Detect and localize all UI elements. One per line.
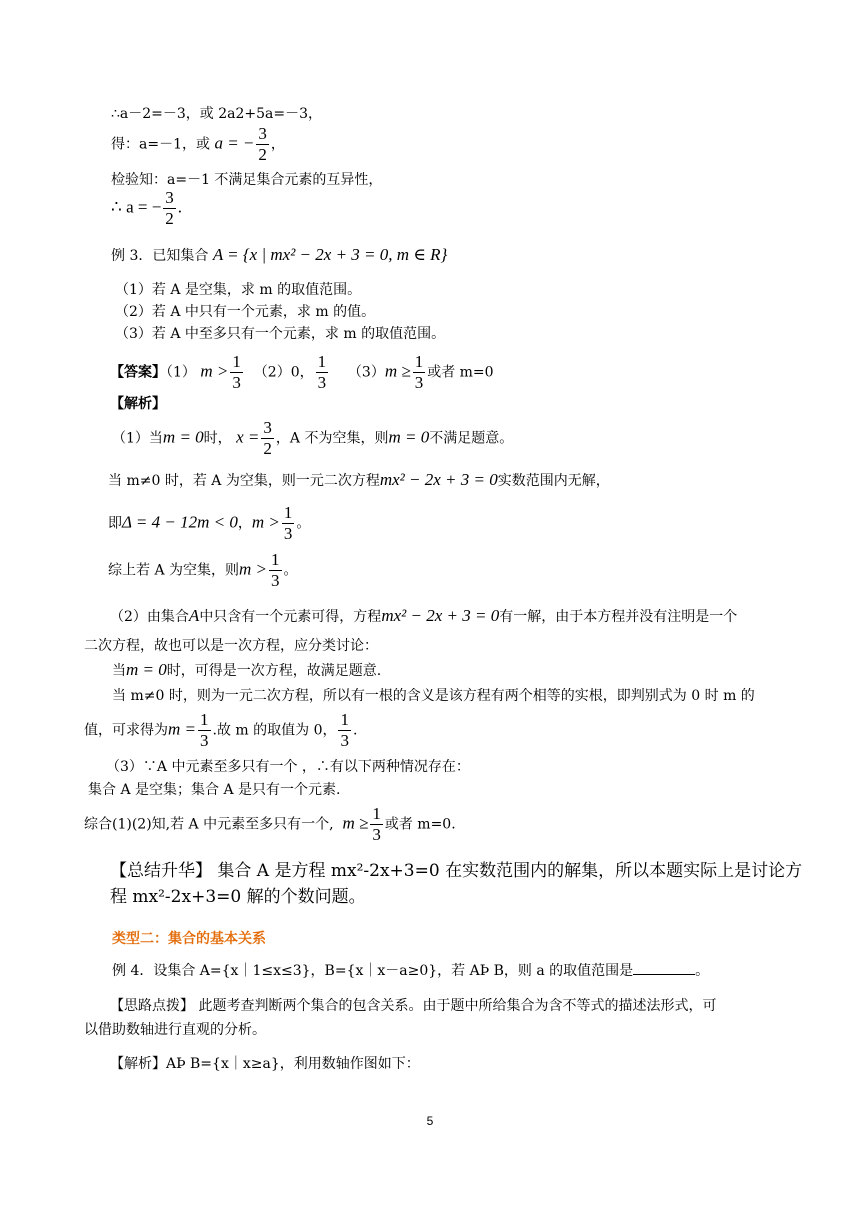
solution-1-delta: 即Δ = 4 − 12m < 0，m > $\frac{1}{3}$ 。	[108, 503, 311, 543]
solution-1-line: （1）当m = 0时， x = $\frac{3}{2}$ ，A 不为空集，则m = 0不满足题意。	[112, 418, 514, 458]
analysis-tag: 【解析】	[110, 396, 166, 412]
hint-line-1: 【思路点拨】 此题考查判断两个集合的包含关系。由于题中所给集合为含不等式的描述法形式，可	[110, 998, 717, 1014]
answer-line: 【答案】（1） m > $\frac{1}{3}$ （2）0， $\frac{1}{3}$ （3）m ≥ $\frac{1}{3}$ 或者 m=0	[110, 352, 494, 392]
solution-3-line-1: （3）∵A 中元素至多只有一个 ，∴有以下两种情况存在：	[106, 759, 470, 775]
solution-3-line-2: 集合 A 是空集；集合 A 是只有一个元素.	[88, 782, 341, 798]
solution-2-line-2: 二次方程，故也可以是一次方程，应分类讨论：	[84, 638, 378, 654]
summary-line-1: 【总结升华】 集合 A 是方程 mx²-2x+3=0 在实数范围内的解集，所以本题实际上是讨论方	[110, 861, 803, 881]
line-therefore-a: ∴ a = − $\frac{3}{2}$ .	[111, 188, 183, 228]
question-2: （2）若 A 中只有一个元素，求 m 的值。	[115, 304, 376, 320]
math-a-eq-neg: a = −	[214, 133, 255, 153]
set-expression: A = {x | mx² − 2x + 3 = 0, m ∈ R}	[212, 245, 448, 264]
fraction-3-2-b: $\frac{3}{2}$	[165, 188, 174, 228]
summary-line-2: 程 mx²-2x+3=0 解的个数问题。	[110, 887, 366, 907]
final-analysis: 【解析】AÞ B={x｜x≥a}，利用数轴作图如下：	[110, 1056, 420, 1072]
solution-2-line-5: 值，可求得为m = $\frac{1}{3}$ .故 m 的取值为 0， $\frac{1}{3}$ .	[84, 710, 358, 750]
fraction-1-3-g: $\frac{1}{3}$	[340, 710, 349, 750]
answer-tag: 【答案】	[110, 364, 166, 381]
page-number: 5	[426, 1114, 434, 1128]
fraction-1-3: $\frac{1}{3}$	[232, 352, 241, 392]
fraction-1-3-d: $\frac{1}{3}$	[283, 503, 293, 543]
fraction-3-2-c: $\frac{3}{2}$	[263, 418, 272, 458]
fraction-1-3-c: $\frac{1}{3}$	[414, 352, 424, 392]
solution-2-line-3: 当m = 0时，可得是一次方程，故满足题意.	[112, 660, 382, 679]
solution-1-summary: 综上若 A 为空集，则m > $\frac{1}{3}$ 。	[108, 550, 298, 590]
solution-1-nonzero: 当 m≠0 时，若 A 为空集，则一元二次方程mx² − 2x + 3 = 0实数范围内无解，	[108, 470, 610, 489]
solution-3-line-3: 综合(1)(2)知,若 A 中元素至多只有一个, m ≥ $\frac{1}{3}$ 或者 m=0.	[84, 804, 456, 844]
line-a-equation: ∴a－2=－3，或 2a2+5a=－3，	[111, 106, 323, 122]
fraction-1-3-b: $\frac{1}{3}$	[317, 352, 327, 392]
section-heading-type-2: 类型二：集合的基本关系	[112, 931, 266, 947]
line-a-result-text: 得：a=－1，或	[111, 136, 210, 153]
hint-line-2: 以借助数轴进行直观的分析。	[84, 1022, 266, 1038]
question-1: （1）若 A 是空集，求 m 的取值范围。	[115, 282, 362, 298]
fraction-1-3-f: $\frac{1}{3}$	[200, 710, 209, 750]
example-4: 例 4．设集合 A={x｜1≤x≤3}，B={x｜x－a≥0}，若 AÞ B，则 a 的取值范围是 。	[112, 960, 709, 981]
math-therefore-a: ∴ a = −	[111, 197, 162, 217]
fraction-3-2: $\frac{3}{2}$	[258, 124, 267, 164]
answer-blank	[633, 960, 695, 975]
line-a-result: 得：a=－1，或 a = − $\frac{3}{2}$ ，	[111, 124, 285, 164]
example-3-label: 例 3．已知集合	[111, 248, 209, 264]
example-3-title	[111, 245, 447, 266]
solution-2-line-1: （2）由集合A中只含有一个元素可得，方程mx² − 2x + 3 = 0有一解，由于本方程并没有注明是一个	[110, 606, 738, 625]
fraction-1-3-e: $\frac{1}{3}$	[271, 550, 280, 590]
solution-2-line-4: 当 m≠0 时，则为一元二次方程，所以有一根的含义是该方程有两个相等的实根，即判别式为 0 时 m 的	[112, 688, 755, 704]
question-3: （3）若 A 中至多只有一个元素，求 m 的取值范围。	[115, 326, 446, 342]
line-check: 检验知：a=－1 不满足集合元素的互异性，	[111, 172, 383, 188]
fraction-1-3-h: $\frac{1}{3}$	[372, 804, 381, 844]
